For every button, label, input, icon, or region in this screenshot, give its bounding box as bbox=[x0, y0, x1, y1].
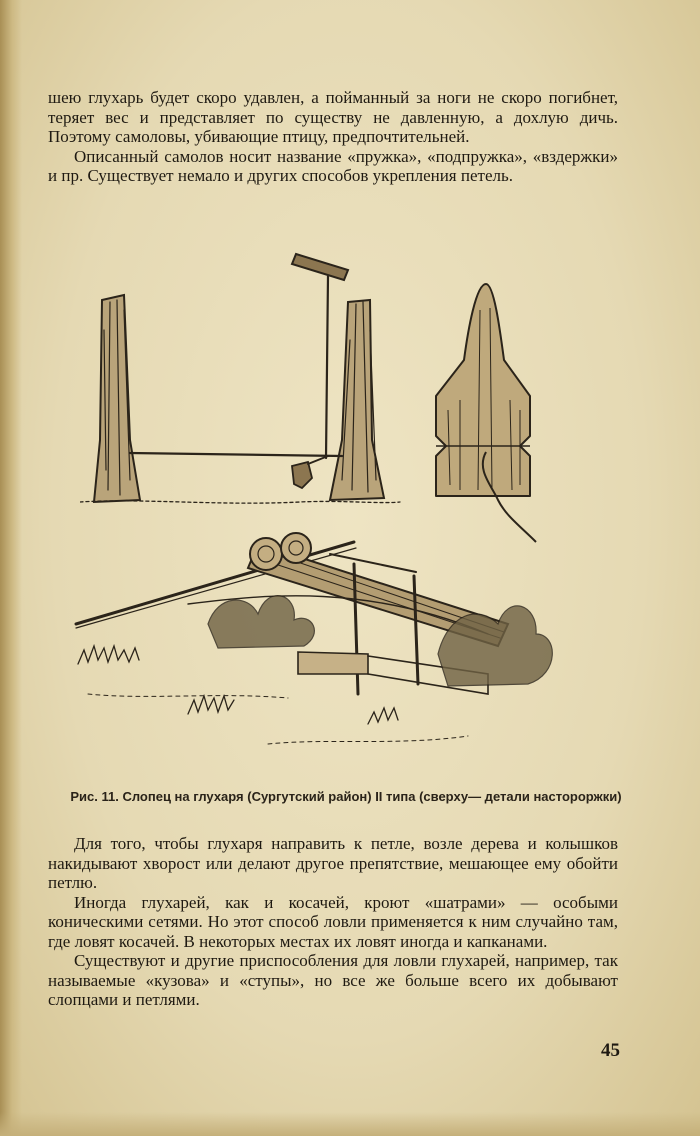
page-bottom-shadow bbox=[0, 1112, 700, 1136]
paragraph: Описанный самолов носит название «пружка», «подпружка», «вздержки» и пр. Существует немало и других способов укрепления петель. bbox=[48, 146, 618, 185]
illustration-deadfall-trap bbox=[68, 524, 568, 774]
paragraph: шею глухарь будет скоро удавлен, а пойманный за ноги не скоро погибнет, теряет вес и представляет по существу не давленную, а дохлую дичь. Поэтому самоловы, убивающие птицу, предпочтительней. bbox=[48, 88, 618, 146]
text-block-bottom bbox=[48, 834, 618, 1010]
page-number: 45 bbox=[601, 1040, 620, 1061]
page-edge-shadow bbox=[0, 0, 22, 1136]
illustration-trigger-detail bbox=[420, 280, 560, 550]
illustration-snare-trees bbox=[80, 240, 420, 520]
text-block-top bbox=[48, 88, 618, 186]
paragraph: Существуют и другие приспособления для ловли глухарей, например, так называемые «кузова» и «ступы», но все же больше всего их добывают слопцами и петлями. bbox=[48, 951, 618, 1009]
paragraph: Для того, чтобы глухаря направить к петле, возле дерева и колышков накидывают хворост или делают другое препятствие, мешающее ему обойти петлю. bbox=[48, 834, 618, 892]
figure-caption: Рис. 11. Слопец на глухаря (Сургутский район) II типа (сверху— детали настороржки) bbox=[70, 789, 622, 804]
paragraph: Иногда глухарей, как и косачей, кроют «шатрами» — особыми коническими сетями. Но этот способ ловли применяется к ним случайно там, где ловят косачей. В некоторых местах их ловят иногда и капканами. bbox=[48, 892, 618, 951]
